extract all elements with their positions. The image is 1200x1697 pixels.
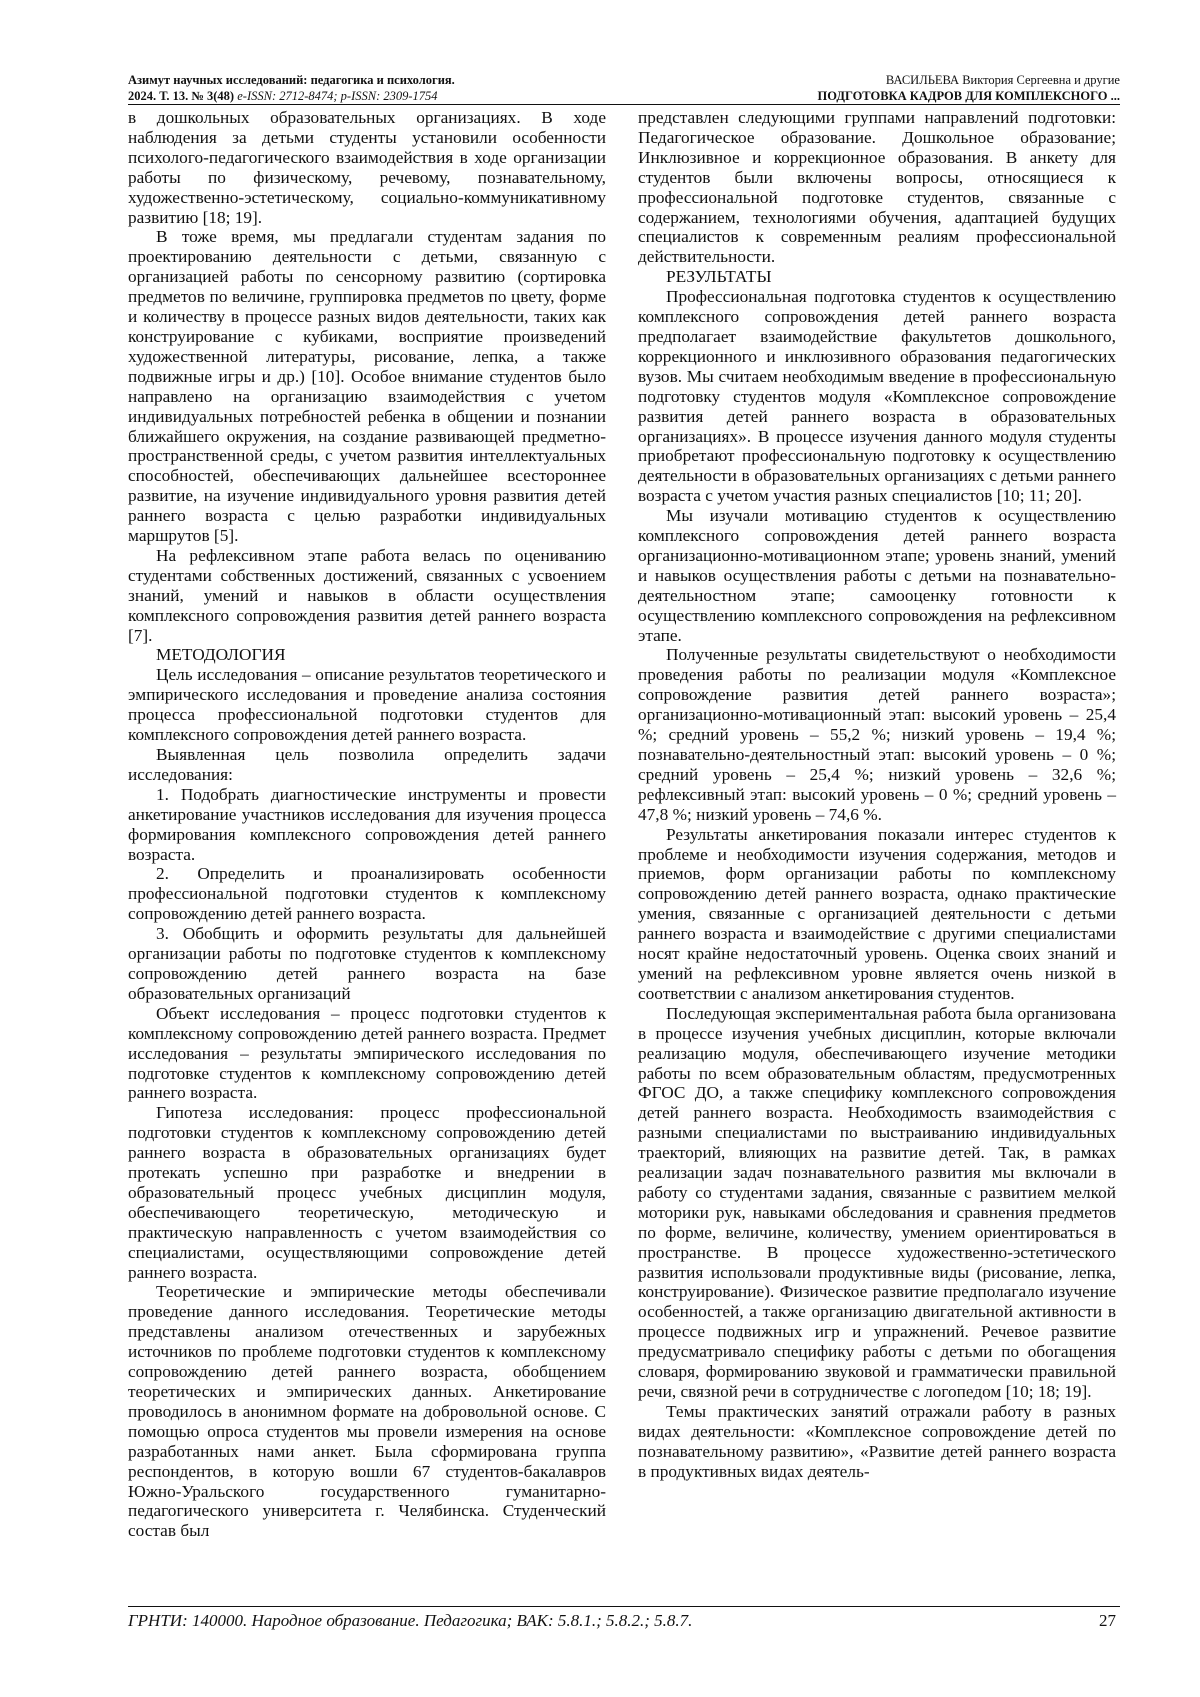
journal-year-volume: 2024. Т. 13. № 3(48) [128,89,235,103]
paragraph: Выявленная цель позволила определить задачи исследования: [128,745,606,784]
list-item: 3. Обобщить и оформить результаты для дальнейшей организации работы по подготовке студентов к комплексному сопровождению детей раннего возраста на базе образовательных организаций [128,924,606,1003]
journal-issn: e-ISSN: 2712-8474; p-ISSN: 2309-1754 [237,89,438,103]
left-column [128,108,606,1541]
section-heading-methodology: МЕТОДОЛОГИЯ [156,645,286,665]
header-divider [128,104,1120,105]
paragraph: Объект исследования – процесс подготовки студентов к комплексному сопровождению детей раннего возраста. Предмет исследования – результаты эмпирического исследования по подготовке студентов к комплексному сопровождению детей раннего возраста. [128,1003,606,1103]
paragraph: Мы изучали мотивацию студентов к осуществлению комплексного сопровождения детей раннего возраста организационно-мотивационном этапе; уровень знаний, умений и навыков осуществления работы с детьми на познавательно-деятельностном этапе; самооценку готовности к осуществлению комплексного сопровождения на рефлексивном этапе. [638,506,1116,645]
article-authors [600,72,1120,88]
paragraph: Теоретические и эмпирические методы обеспечивали проведение данного исследования. Теоретические методы представлены анализом отечественных и зарубежных источников по проблеме подготовки студентов к комплексному сопровождению детей раннего возраста, обобщением теоретических и эмпирических данных. Анкетирование проводилось в анонимном формате на добровольной основе. С помощью опроса студентов мы провели измерения на основе разработанных нами анкет. Была сформирована группа респондентов, в которую вошли 67 студентов-бакалавров Южно-Уральского государственного гуманитарно-педагогического университета г. Челябинска. Студенческий состав был [128,1282,606,1541]
list-item: 2. Определить и проанализировать особенности профессиональной подготовки студентов к комплексному сопровождению детей раннего возраста. [128,864,606,924]
paragraph: Цель исследования – описание результатов теоретического и эмпирического исследования и проведение анализа состояния процесса профессиональной подготовки студентов для комплексного сопровождения детей раннего возраста. [128,665,606,745]
paragraph: представлен следующими группами направлений подготовки: Педагогическое образование. Дошкольное образование; Инклюзивное и коррекционное образования. В анкету для студентов были включены вопросы, относящиеся к профессиональной подготовке студентов, связанные с содержанием, технологиями обучения, адаптацией будущих специалистов к современным реалиям профессиональной действительности. [638,108,1116,267]
paragraph: в дошкольных образовательных организациях. В ходе наблюдения за детьми студенты установили особенности психолого-педагогического взаимодействия в ходе организации работы по физическому, речевому, познавательному, художественно-эстетическому, социально-коммуникативному развитию [18; 19]. [128,108,606,227]
paragraph: На рефлексивном этапе работа велась по оцениванию студентами собственных достижений, связанных с усвоением знаний, умений и навыков в области осуществления комплексного сопровождения развития детей раннего возраста [7]. [128,545,606,645]
paragraph: Темы практических занятий отражали работу в разных видах деятельности: «Комплексное сопровождение детей по познавательному развитию», «Развитие детей раннего возраста в продуктивных видах деятель- [638,1401,1116,1481]
journal-title: Азимут научных исследований: педагогика и психология. [128,73,455,87]
journal-issue-line [128,88,648,104]
page-number: 27 [1099,1611,1116,1630]
footer-divider [128,1606,1120,1607]
paragraph: Полученные результаты свидетельствуют о необходимости проведения работы по реализации модуля «Комплексное сопровождение развития детей раннего возраста»; организационно-мотивационный этап: высокий уровень – 25,4 %; средний уровень – 55,2 %; низкий уровень – 19,4 %; познавательно-деятельностный этап: высокий уровень – 0 %; средний уровень – 25,4 %; низкий уровень – 32,6 %; рефлексивный этап: высокий уровень – 0 %; средний уровень – 47,8 %; низкий уровень – 74,6 %. [638,645,1116,824]
journal-header [128,72,648,104]
list-item: 1. Подобрать диагностические инструменты и провести анкетирование участников исследования для изучения процесса формирования комплексного сопровождения детей раннего возраста. [128,784,606,864]
paragraph: Результаты анкетирования показали интерес студентов к проблеме и необходимости изучения содержания, методов и приемов, форм организации работы по комплексному сопровождению детей раннего возраста, однако практические умения, связанные с организацией деятельности с детьми раннего возраста и взаимодействие с другими специалистами носят крайне недостаточный уровень. Оценка своих знаний и умений на рефлексивном уровне является очень низкой в соответствии с анализом анкетирования студентов. [638,824,1116,1003]
article-header [600,72,1120,104]
paragraph: Гипотеза исследования: процесс профессиональной подготовки студентов к комплексному сопровождению детей раннего возраста в образовательных организациях будет протекать успешно при разработке и внедрении в образовательный процесс учебных дисциплин модуля, обеспечивающего теоретическую, методическую и практическую направленность с учетом взаимодействия со специалистами, осуществляющими сопровождение детей раннего возраста. [128,1103,606,1282]
right-column [638,108,1116,1482]
paragraph: Профессиональная подготовка студентов к осуществлению комплексного сопровождения детей раннего возраста предполагает взаимодействие факультетов дошкольного, коррекционного и инклюзивного образования педагогических вузов. Мы считаем необходимым введение в профессиональную подготовку студентов модуля «Комплексное сопровождение развития детей раннего возраста в образовательных организациях». В процессе изучения данного модуля студенты приобретают профессиональную подготовку к осуществлению деятельности в образовательных организациях с детьми раннего возраста с учетом участия разных специалистов [10; 11; 20]. [638,287,1116,506]
section-heading-results: РЕЗУЛЬТАТЫ [666,267,772,287]
paragraph: В тоже время, мы предлагали студентам задания по проектированию деятельности с детьми, связанную с организацией работы по сенсорному развитию (сортировка предметов по величине, группировка предметов по цвету, форме и количеству в процессе разных видов деятельности, таких как конструирование с кубиками, восприятие произведений художественной литературы, рисование, лепка, а также подвижные игры и др.) [10]. Особое внимание студентов было направлено на организацию взаимодействия с учетом индивидуальных потребностей ребенка в общении и познании ближайшего окружения, на создание развивающей предметно-пространственной среды, с учетом развития интеллектуальных способностей, обеспечивающих дальнейшее всестороннее развитие, на изучение индивидуального уровня развития детей раннего возраста с целью разработки индивидуальных маршрутов [5]. [128,227,606,546]
author-surname: ВАСИЛЬЕВА [885,73,960,87]
running-article-title: ПОДГОТОВКА КАДРОВ ДЛЯ КОМПЛЕКСНОГО ... [817,89,1120,103]
footer-classification: ГРНТИ: 140000. Народное образование. Педагогика; ВАК: 5.8.1.; 5.8.2.; 5.8.7. [128,1611,693,1630]
author-names: Виктория Сергеевна и другие [962,73,1120,87]
paragraph: Последующая экспериментальная работа была организована в процессе изучения учебных дисциплин, которые включали реализацию модуля, обеспечивающего изучение методики работы по всем образовательным областям, предусмотренных ФГОС ДО, а также специфику комплексного сопровождения детей раннего возраста. Необходимость взаимодействия с разными специалистами по выстраиванию индивидуальных траекторий, влияющих на развитие детей. Так, в рамках реализации задач познавательного развития мы включали в работу со студентами задания, связанные с развитием мелкой моторики рук, навыками обследования и сравнения предметов по форме, величине, количеству, умением ориентироваться в пространстве. В процессе художественно-эстетического развития использовали продуктивные виды (рисование, лепка, конструирование). Физическое развитие предполагало изучение особенностей, а также организацию двигательной активности в процессе подвижных игр и упражнений. Речевое развитие предусматривало специфику работы с детьми по обогащения словаря, формированию звуковой и грамматически правильной речи, связной речи в сотрудничестве с логопедом [10; 18; 19]. [638,1003,1116,1401]
